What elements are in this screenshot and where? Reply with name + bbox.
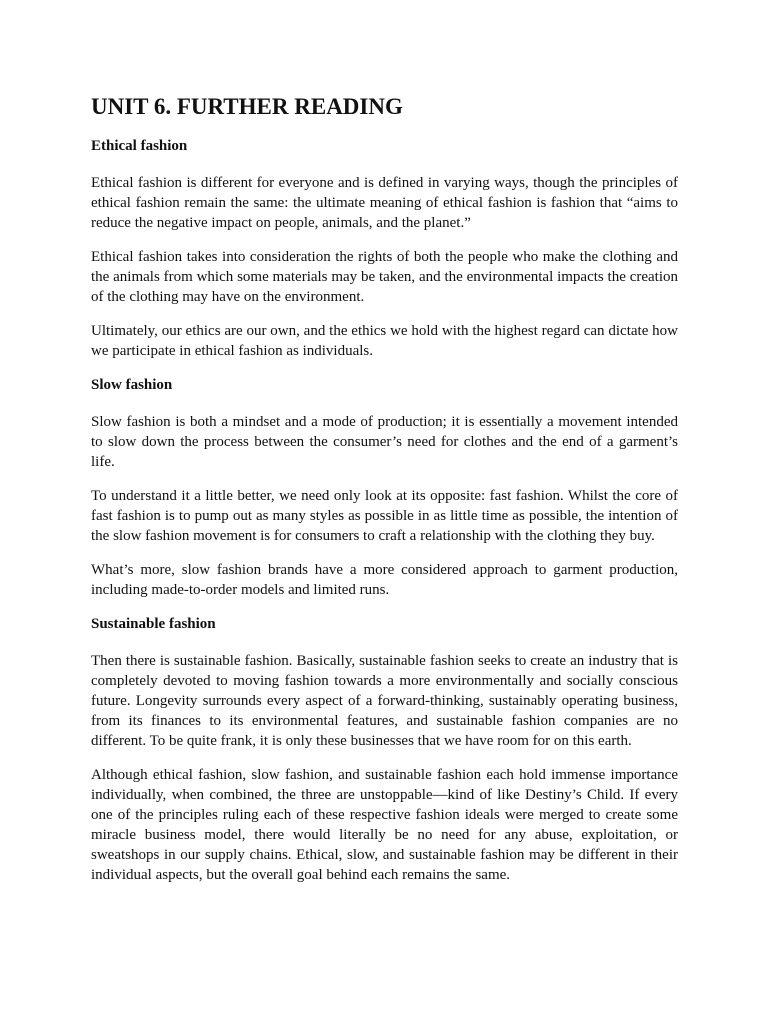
paragraph: Then there is sustainable fashion. Basically, sustainable fashion seeks to create an industry that is completely devoted to moving fashion towards a more environmentally and socially conscious future. Longevity surrounds every aspect of a forward-thinking, sustainably operating business, from its finances to its environmental features, and sustainable fashion companies are no different. To be quite frank, it is only these businesses that we have room for on this earth.: [91, 653, 678, 749]
section-heading: Ethical fashion: [91, 138, 188, 154]
paragraph: What’s more, slow fashion brands have a more considered approach to garment production, including made-to-order models and limited runs.: [91, 562, 678, 598]
paragraph: Slow fashion is both a mindset and a mode of production; it is essentially a movement intended to slow down the process between the consumer’s need for clothes and the end of a garment’s life.: [91, 414, 678, 470]
paragraph: To understand it a little better, we need only look at its opposite: fast fashion. Whilst the core of fast fashion is to pump out as many styles as possible in as little time as possible, the intention of the slow fashion movement is for consumers to craft a relationship with the clothing they buy.: [91, 488, 678, 544]
section-sustainable-fashion: [91, 614, 678, 885]
section-ethical-fashion: [91, 136, 678, 361]
paragraph: Ultimately, our ethics are our own, and the ethics we hold with the highest regard can dictate how we participate in ethical fashion as individuals.: [91, 323, 678, 359]
paragraph: Ethical fashion takes into consideration the rights of both the people who make the clothing and the animals from which some materials may be taken, and the environmental impacts the creation of the clothing may have on the environment.: [91, 249, 678, 305]
document-page: [91, 92, 678, 899]
section-heading: Slow fashion: [91, 377, 173, 393]
section-slow-fashion: [91, 375, 678, 600]
page-title: UNIT 6. FURTHER READING: [91, 94, 403, 119]
paragraph: Although ethical fashion, slow fashion, and sustainable fashion each hold immense importance individually, when combined, the three are unstoppable—kind of like Destiny’s Child. If every one of the principles ruling each of these respective fashion ideals were merged to create some miracle business model, there would literally be no need for any abuse, exploitation, or sweatshops in our supply chains. Ethical, slow, and sustainable fashion may be different in their individual aspects, but the overall goal behind each remains the same.: [91, 767, 678, 883]
paragraph: Ethical fashion is different for everyone and is defined in varying ways, though the principles of ethical fashion remain the same: the ultimate meaning of ethical fashion is fashion that “aims to reduce the negative impact on people, animals, and the planet.”: [91, 175, 678, 231]
section-heading: Sustainable fashion: [91, 616, 216, 632]
